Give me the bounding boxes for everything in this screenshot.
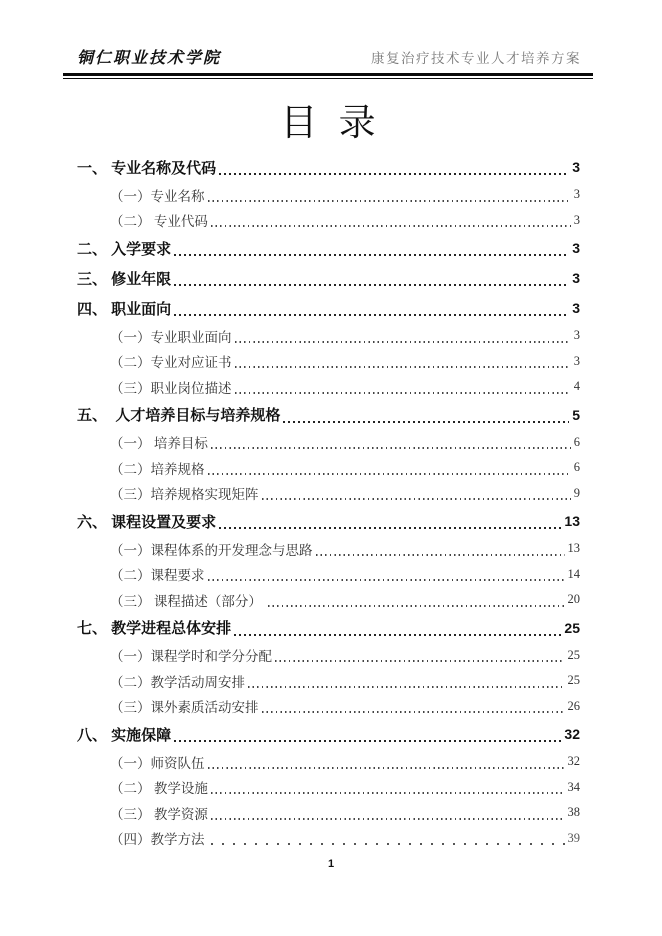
dot-leader (211, 843, 565, 845)
dot-leader (208, 473, 571, 475)
toc-entry[interactable] (77, 613, 580, 643)
page-title: 目 录 (280, 103, 382, 144)
toc-entry-page-number: 25 (567, 647, 580, 662)
toc-entry-page-number: 9 (573, 485, 580, 500)
toc-entry-label: 七、 教学进程总体安排 (77, 620, 232, 637)
dot-leader (234, 634, 561, 636)
dot-leader (316, 554, 565, 556)
toc-entry-page-number: 6 (573, 434, 580, 449)
toc-entry-label: 五、 人才培养目标与培养规格 (77, 407, 281, 424)
toc-entry[interactable] (77, 374, 580, 400)
toc-entry[interactable] (77, 263, 580, 293)
toc-entry-page-number: 3 (573, 187, 580, 202)
toc-entry[interactable] (77, 400, 580, 430)
toc-entry-label: （二） 教学设施 (110, 781, 208, 797)
dot-leader (208, 767, 565, 769)
toc-entry-label: （三） 教学资源 (110, 806, 208, 822)
header-rule-thin (63, 78, 593, 79)
toc-entry[interactable] (77, 826, 580, 852)
toc-entry[interactable] (77, 800, 580, 826)
dot-leader (248, 686, 565, 688)
dot-leader (275, 660, 565, 662)
dot-leader (268, 605, 564, 607)
toc-entry[interactable] (77, 587, 580, 613)
toc-entry[interactable] (77, 719, 580, 749)
toc-entry-label: （三）职业岗位描述 (110, 380, 232, 396)
toc-entry[interactable] (77, 455, 580, 481)
dot-leader (211, 792, 565, 794)
dot-leader (235, 366, 571, 368)
toc-entry[interactable] (77, 349, 580, 375)
dot-leader (208, 579, 565, 581)
toc-entry-page-number: 32 (564, 726, 580, 742)
toc-entry-page-number: 13 (564, 513, 580, 529)
dot-leader (208, 200, 571, 202)
toc-entry[interactable] (77, 643, 580, 669)
toc-entry-page-number: 5 (572, 406, 580, 423)
toc-entry-page-number: 3 (572, 270, 580, 286)
toc-entry-page-number: 14 (567, 566, 580, 581)
toc-entry[interactable] (77, 668, 580, 694)
toc-entry-label: （一） 培养目标 (110, 436, 208, 452)
toc-entry[interactable] (77, 152, 580, 182)
dot-leader (235, 341, 571, 343)
dot-leader (211, 225, 571, 227)
toc-entry-page-number: 3 (572, 159, 580, 175)
toc-entry-label: （三）培养规格实现矩阵 (110, 487, 259, 503)
toc-entry[interactable] (77, 536, 580, 562)
dot-leader (262, 498, 571, 500)
toc-entry-page-number: 3 (573, 328, 580, 343)
toc-entry-label: 一、 专业名称及代码 (77, 159, 217, 177)
toc-entry-label: （一）课程体系的开发理念与思路 (110, 542, 313, 558)
toc-entry-page-number: 3 (573, 353, 580, 368)
toc-entry-page-number: 13 (567, 541, 580, 556)
toc-entry[interactable] (77, 208, 580, 234)
toc-entry-label: 八、 实施保障 (77, 726, 172, 744)
toc-entry[interactable] (77, 233, 580, 263)
toc-entry[interactable] (77, 775, 580, 801)
dot-leader (174, 284, 569, 286)
toc-entry-label: 二、 入学要求 (77, 240, 172, 258)
toc-entry-page-number: 20 (567, 592, 580, 607)
dot-leader (211, 818, 565, 820)
toc-entry[interactable] (77, 293, 580, 323)
toc-entry-page-number: 34 (567, 779, 580, 794)
toc-entry-label: （二）课程要求 (110, 568, 205, 584)
dot-leader (174, 314, 569, 316)
toc-entry-page-number: 3 (572, 300, 580, 316)
page-header (63, 0, 593, 79)
toc-entry-page-number: 25 (567, 673, 580, 688)
toc-entry-page-number: 32 (567, 754, 580, 769)
dot-leader (219, 173, 569, 175)
toc-entry-page-number: 39 (567, 830, 580, 845)
toc-entry-label: （一）专业职业面向 (110, 329, 232, 345)
toc-entry-label: （一）专业名称 (110, 188, 205, 204)
dot-leader (235, 392, 571, 394)
dot-leader (174, 740, 561, 742)
toc-entry-label: （三）课外素质活动安排 (110, 700, 259, 716)
toc-entry-page-number: 38 (567, 805, 580, 820)
toc-entry[interactable] (77, 506, 580, 536)
dot-leader (211, 447, 571, 449)
toc-entry-label: 六、 课程设置及要求 (77, 513, 217, 531)
dot-leader (219, 527, 561, 529)
header-rule-thick (63, 73, 593, 76)
toc-entry-page-number: 3 (572, 240, 580, 256)
toc-entry-label: （一）课程学时和学分分配 (110, 649, 272, 665)
footer-page-number: 1 (327, 858, 335, 870)
toc-list (77, 152, 580, 851)
toc-entry[interactable] (77, 481, 580, 507)
dot-leader (174, 254, 569, 256)
toc-entry[interactable] (77, 323, 580, 349)
toc-entry-page-number: 4 (573, 379, 580, 394)
toc-entry-page-number: 3 (573, 212, 580, 227)
toc-entry-label: （二） 专业代码 (110, 214, 208, 230)
dot-leader (283, 421, 569, 423)
toc-entry-label: 四、 职业面向 (77, 300, 172, 318)
header-school-name: 铜仁职业技术学院 (77, 50, 222, 67)
toc-entry-label: （一）师资队伍 (110, 755, 205, 771)
toc-entry-label: （二）教学活动周安排 (110, 674, 245, 690)
dot-leader (262, 711, 565, 713)
toc-entry-label: （四）教学方法 (110, 832, 208, 848)
toc-entry[interactable] (77, 562, 580, 588)
toc-entry-label: 三、 修业年限 (77, 270, 172, 288)
toc-entry-label: （二）专业对应证书 (110, 355, 232, 371)
toc-entry-page-number: 26 (567, 698, 580, 713)
toc-entry[interactable] (77, 430, 580, 456)
toc-entry[interactable] (77, 182, 580, 208)
toc-entry[interactable] (77, 694, 580, 720)
toc-entry-label: （二）培养规格 (110, 461, 205, 477)
toc-entry-page-number: 25 (564, 619, 580, 636)
toc-entry[interactable] (77, 749, 580, 775)
toc-entry-label: （三） 课程描述（部分） (110, 593, 266, 609)
header-document-title: 康复治疗技术专业人才培养方案 (371, 51, 581, 66)
toc-entry-page-number: 6 (573, 460, 580, 475)
